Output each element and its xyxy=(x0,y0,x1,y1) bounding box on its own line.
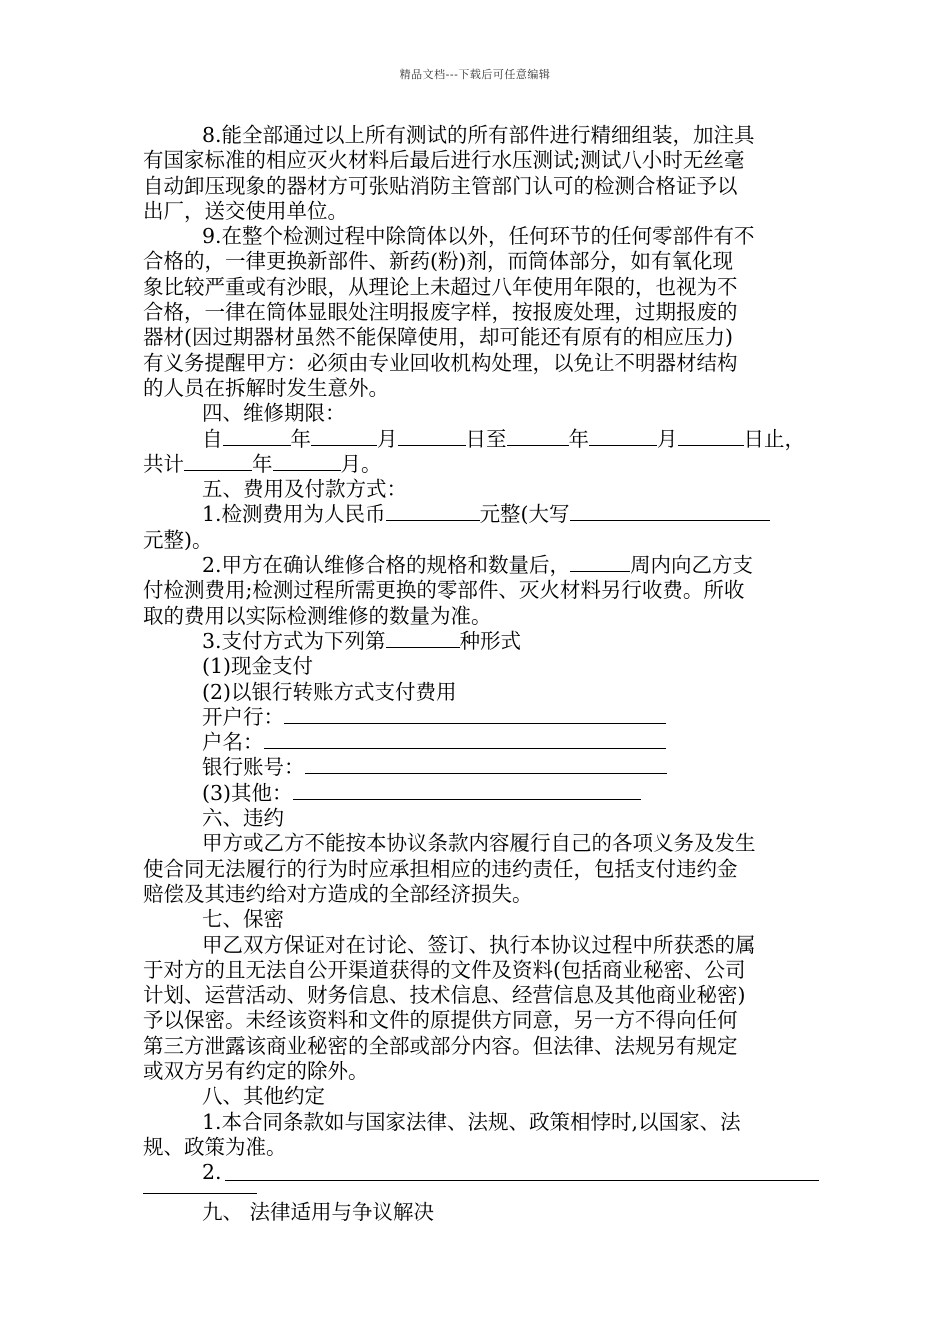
paragraph-line: 的人员在拆解时发生意外。 xyxy=(143,375,389,400)
payment-method-line xyxy=(143,629,813,654)
text-segment: 3.支付方式为下列第 xyxy=(202,628,386,653)
section-heading: 九、 法律适用与争议解决 xyxy=(202,1200,435,1225)
account-number-field[interactable] xyxy=(305,755,667,774)
paragraph-line: 有义务提醒甲方：必须由专业回收机构处理，以免让不明器材结构 xyxy=(143,350,738,375)
blank-field[interactable] xyxy=(507,427,569,446)
paragraph-line: 器材(因过期器材虽然不能保障使用，却可能还有原有的相应压力) xyxy=(143,325,733,350)
paragraph-line: 使合同无法履行的行为时应承担相应的违约责任，包括支付违约金 xyxy=(143,856,738,881)
text-segment: 年 xyxy=(290,426,311,451)
bank-name-field[interactable] xyxy=(284,705,666,724)
paragraph-line: 自动卸压现象的器材方可张贴消防主管部门认可的检测合格证予以 xyxy=(143,173,738,198)
text-segment: 元整(大写 xyxy=(479,502,570,527)
section-heading: 六、违约 xyxy=(202,806,284,831)
other-clause-continuation-field[interactable] xyxy=(143,1185,257,1194)
other-method-line xyxy=(143,781,813,806)
text-segment: 月。 xyxy=(340,451,382,476)
blank-field[interactable] xyxy=(398,427,466,446)
text-segment: 1.检测费用为人民币 xyxy=(202,502,386,527)
text-segment: 日止， xyxy=(743,426,805,451)
period-total-line xyxy=(143,452,813,477)
text-segment: 年 xyxy=(252,451,273,476)
other-clause-line xyxy=(143,1160,813,1185)
text-segment: 月 xyxy=(657,426,678,451)
blank-field[interactable] xyxy=(223,427,291,446)
blank-field[interactable] xyxy=(589,427,657,446)
paragraph-line: 甲方或乙方不能按本协议条款内容履行自己的各项义务及发生 xyxy=(202,831,756,856)
paragraph-line: 第三方泄露该商业秘密的全部或部分内容。但法律、法规另有规定 xyxy=(143,1033,738,1058)
field-label: 开户行： xyxy=(202,704,284,729)
text-segment: 日至 xyxy=(465,426,507,451)
payment-line xyxy=(143,553,813,578)
text-segment: 种形式 xyxy=(459,628,522,653)
section-heading: 七、保密 xyxy=(202,907,284,932)
paragraph-line: 有国家标准的相应灭火材料后最后进行水压测试;测试八小时无丝毫 xyxy=(143,148,745,173)
other-clause-field[interactable] xyxy=(225,1180,819,1181)
paragraph-line: 元整)。 xyxy=(143,527,213,552)
text-segment: 2. xyxy=(202,1160,222,1185)
paragraph-line: 规、政策为准。 xyxy=(143,1134,287,1159)
section-heading: 四、维修期限： xyxy=(202,401,346,426)
text-segment: 共计 xyxy=(143,451,184,476)
paragraph-line: 8.能全部通过以上所有测试的所有部件进行精细组装，加注具 xyxy=(202,123,755,147)
paragraph-line: 赔偿及其违约给对方造成的全部经济损失。 xyxy=(143,881,533,906)
blank-field[interactable] xyxy=(311,427,377,446)
paragraph-line: 或双方另有约定的除外。 xyxy=(143,1058,369,1083)
paragraph-line: 9.在整个检测过程中除筒体以外，任何环节的任何零部件有不 xyxy=(202,224,755,249)
account-number-line xyxy=(143,755,813,780)
paragraph-line: 甲乙双方保证对在讨论、签订、执行本协议过程中所获悉的属 xyxy=(202,932,756,957)
section-heading: 八、其他约定 xyxy=(202,1084,325,1109)
paragraph-line: 于对方的且无法自公开渠道获得的文件及资料(包括商业秘密、公司 xyxy=(143,957,746,982)
text-segment: 年 xyxy=(568,426,589,451)
field-label: (3)其他： xyxy=(202,780,293,805)
field-label: 户名： xyxy=(202,730,264,755)
blank-field[interactable] xyxy=(184,452,252,471)
fee-line xyxy=(143,502,813,527)
blank-field[interactable] xyxy=(678,427,744,446)
page-header: 精品文档---下载后可任意编辑 xyxy=(399,68,551,81)
account-name-field[interactable] xyxy=(264,730,666,749)
blank-field[interactable] xyxy=(386,629,460,648)
paragraph-line: 出厂，送交使用单位。 xyxy=(143,198,348,223)
blank-field[interactable] xyxy=(273,452,341,471)
option-line: (1)现金支付 xyxy=(202,654,314,679)
option-line: (2)以银行转账方式支付费用 xyxy=(202,679,457,704)
paragraph-line: 1.本合同条款如与国家法律、法规、政策相悖时,以国家、法 xyxy=(202,1109,741,1134)
field-label: 银行账号： xyxy=(202,755,305,780)
paragraph-line: 合格的，一律更换新部件、新药(粉)剂，而筒体部分，如有氧化现 xyxy=(143,249,733,274)
blank-field[interactable] xyxy=(570,553,630,572)
account-name-line xyxy=(143,730,813,755)
text-segment: 2.甲方在确认维修合格的规格和数量后， xyxy=(202,553,571,578)
text-segment: 自 xyxy=(202,426,223,451)
section-heading: 五、费用及付款方式： xyxy=(202,477,407,502)
paragraph-line: 合格，一律在筒体显眼处注明报废字样，按报废处理，过期报废的 xyxy=(143,300,738,325)
document-body xyxy=(143,123,813,1226)
paragraph-line: 计划、运营活动、财务信息、技术信息、经营信息及其他商业秘密) xyxy=(143,983,746,1008)
other-method-field[interactable] xyxy=(293,781,641,800)
blank-field[interactable] xyxy=(570,502,770,521)
paragraph-line: 付检测费用;检测过程所需更换的零部件、灭火材料另行收费。所收 xyxy=(143,578,745,603)
text-segment: 月 xyxy=(377,426,398,451)
paragraph-line: 予以保密。未经该资料和文件的原提供方同意，另一方不得向任何 xyxy=(143,1008,738,1033)
paragraph-line: 象比较严重或有沙眼，从理论上未超过八年使用年限的，也视为不 xyxy=(143,274,738,299)
text-segment: 周内向乙方支 xyxy=(630,553,754,578)
period-line xyxy=(143,427,813,452)
paragraph-line: 取的费用以实际检测维修的数量为准。 xyxy=(143,603,492,628)
bank-field-line xyxy=(143,705,813,730)
blank-field[interactable] xyxy=(386,502,480,521)
